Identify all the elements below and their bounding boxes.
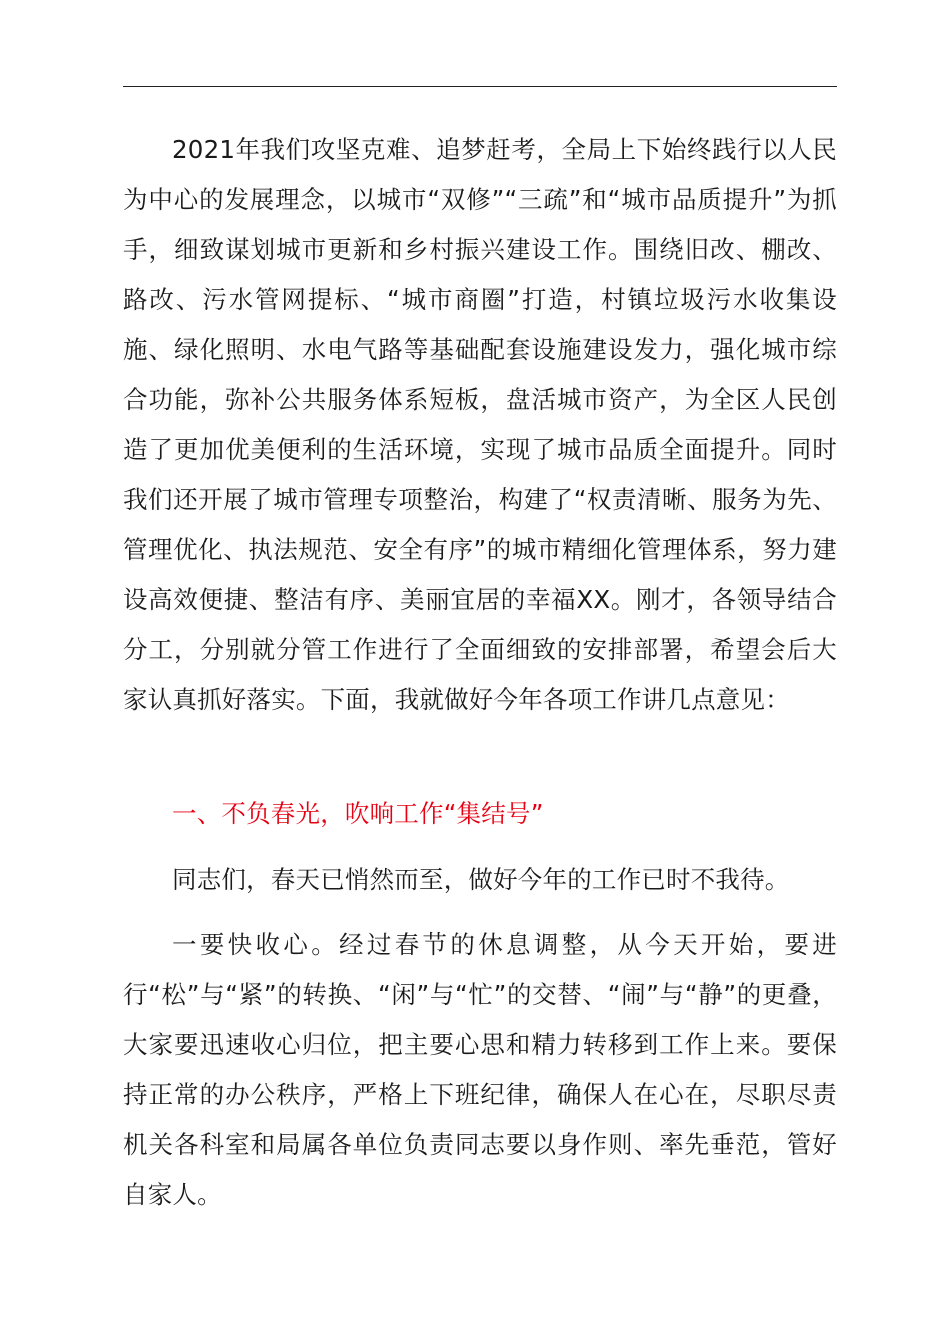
point-one-paragraph: 一要快收心。经过春节的休息调整，从今天开始，要进行“松”与“紧”的转换、“闲”与“忙”的交替、“闹”与“静”的更叠，大家要迅速收心归位，把主要心思和精力转移到工作上来。要保持正常的办公秩序，严格上下班纪律，确保人在心在，尽职尽责机关各科室和局属各单位负责同志要以身作则、率先垂范，管好自家人。 [123,930,837,1209]
section-intro-paragraph: 同志们，春天已悄然而至，做好今年的工作已时不我待。 [172,865,790,894]
intro-paragraph: 2021年我们攻坚克难、追梦赶考，全局上下始终践行以人民为中心的发展理念，以城市“双修”“三疏”和“城市品质提升”为抓手，细致谋划城市更新和乡村振兴建设工作。围绕旧改、棚改、路改、污水管网提标、“城市商圈”打造，村镇垃圾污水收集设施、绿化照明、水电气路等基础配套设施建设发力，强化城市综合功能，弥补公共服务体系短板，盘活城市资产，为全区人民创造了更加优美便利的生活环境，实现了城市品质全面提升。同时我们还开展了城市管理专项整治，构建了“权责清晰、服务为先、管理优化、执法规范、安全有序”的城市精细化管理体系，努力建设高效便捷、整洁有序、美丽宜居的幸福XX。刚才，各领导结合分工，分别就分管工作进行了全面细致的安排部署，希望会后大家认真抓好落实。下面，我就做好今年各项工作讲几点意见： [123,135,837,714]
section-heading: 一、不负春光，吹响工作“集结号” [172,799,544,828]
header-rule [123,86,837,87]
